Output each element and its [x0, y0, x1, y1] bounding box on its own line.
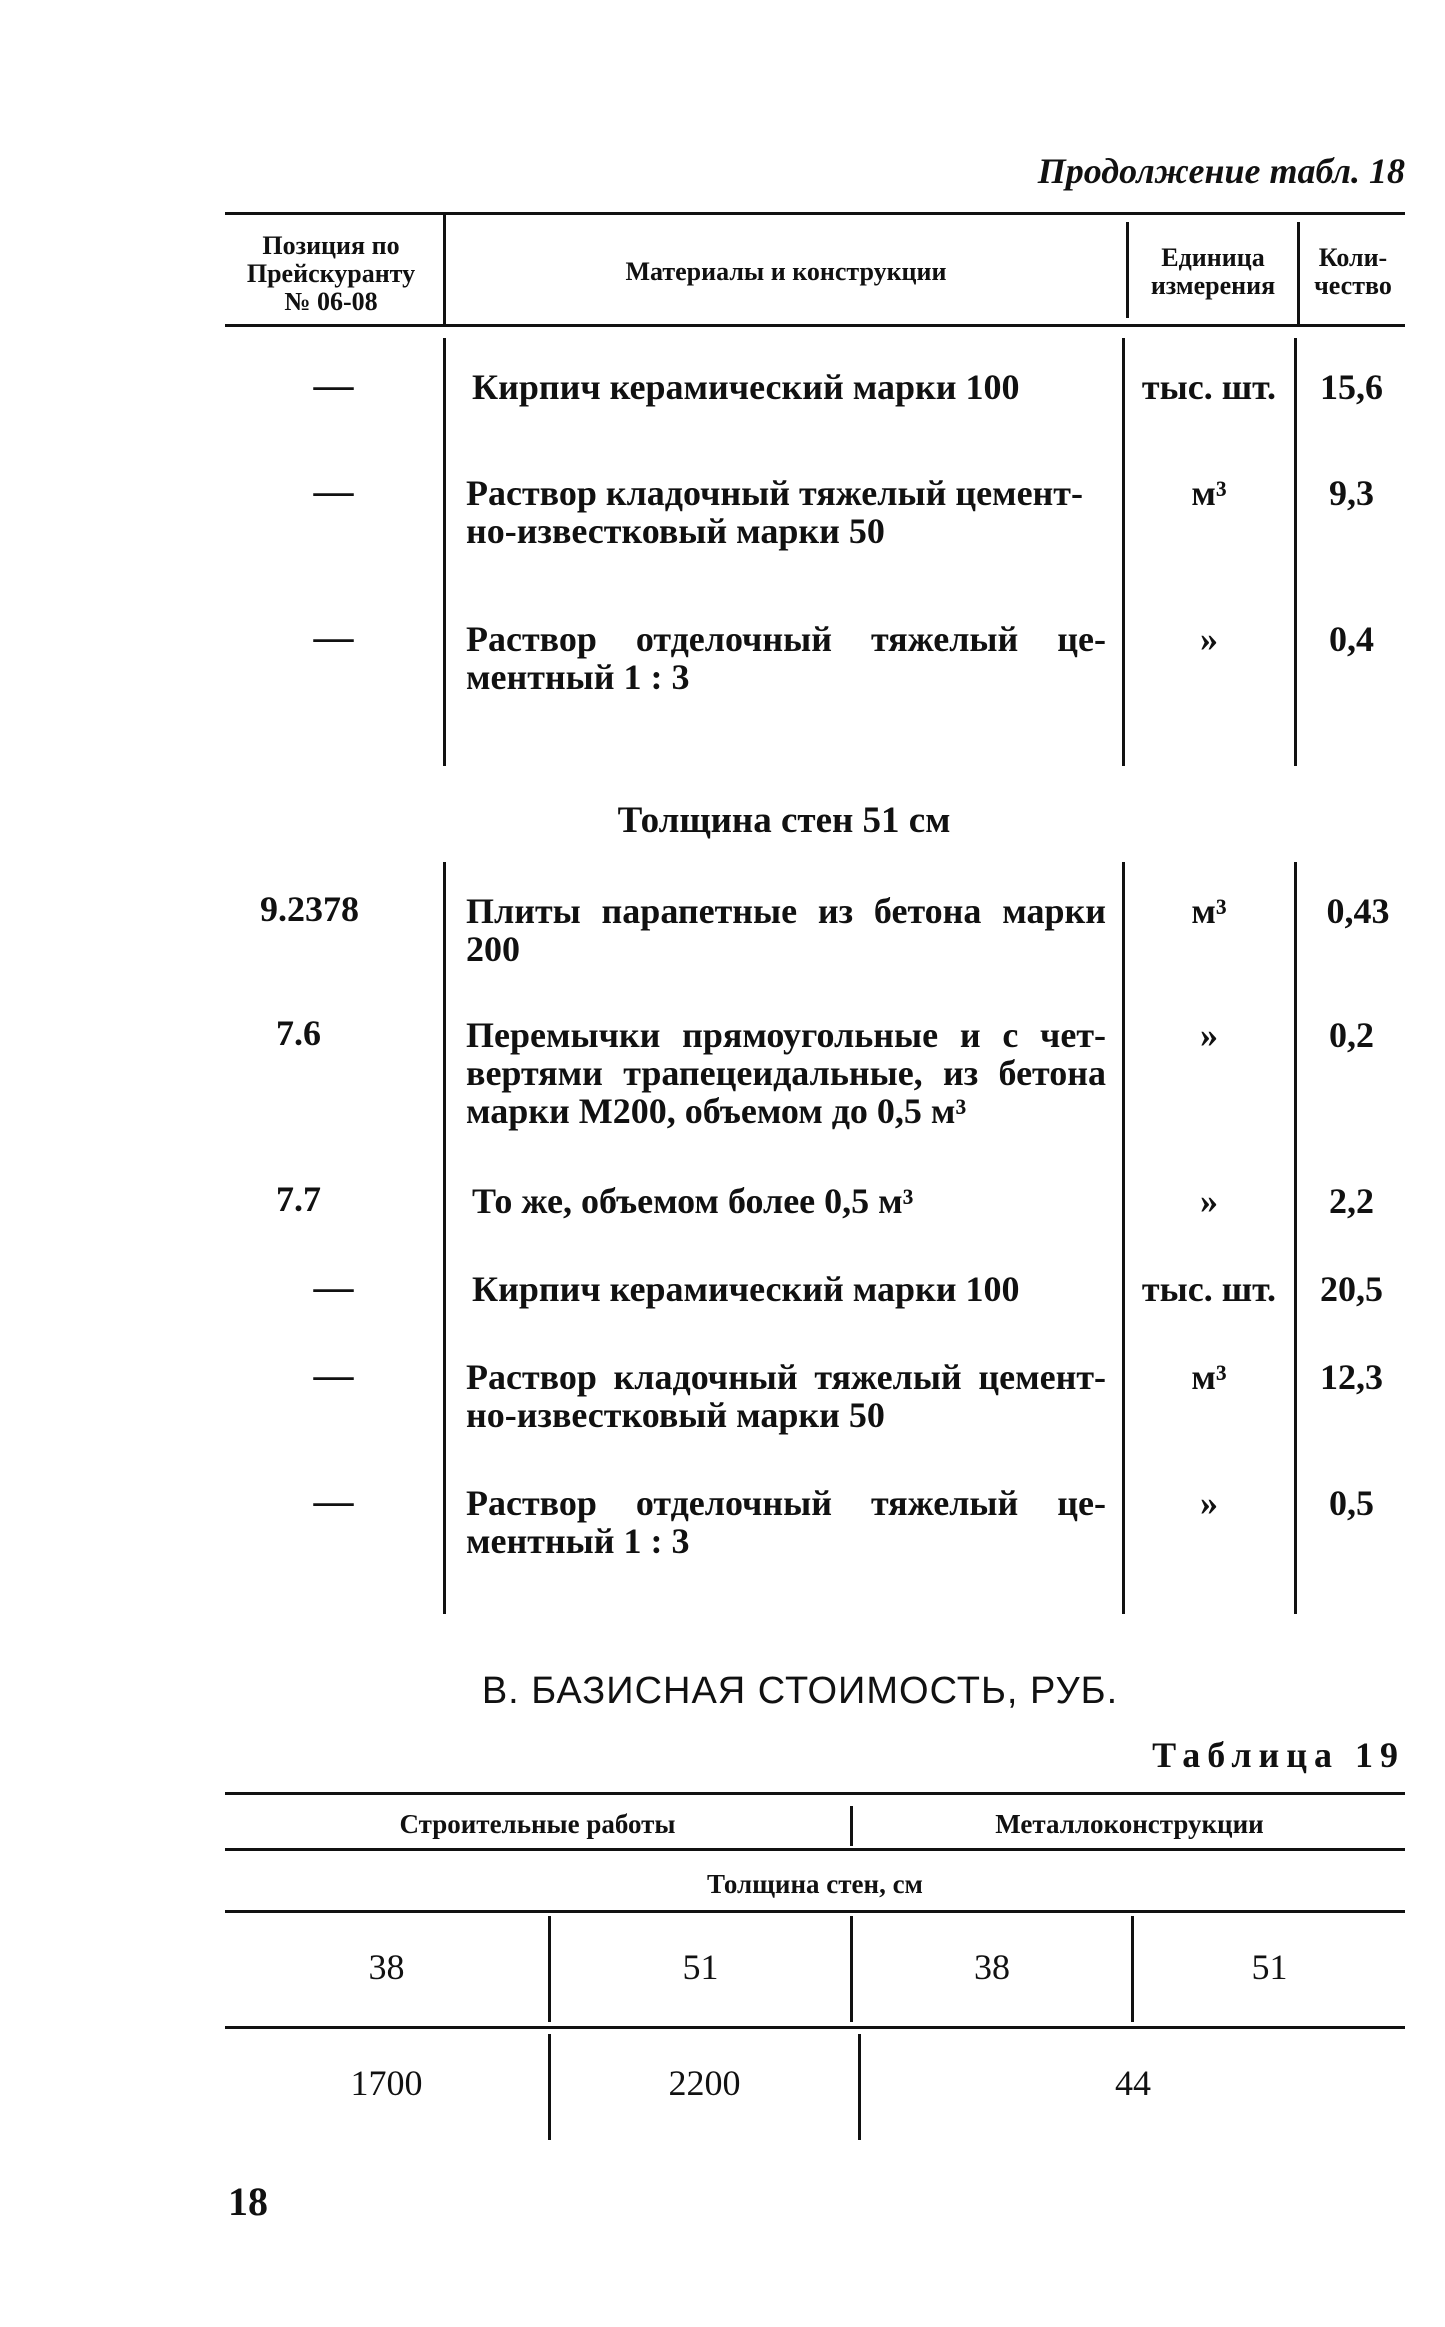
- unit-cell: »: [1200, 1015, 1218, 1055]
- quantity-cell: 12,3: [1320, 1357, 1383, 1397]
- quantity-cell: 20,5: [1320, 1269, 1383, 1309]
- header-materials: Материалы и конструкции: [625, 257, 947, 286]
- value-cell: 1700: [350, 2063, 423, 2103]
- position-cell: 7.6: [276, 1013, 321, 1053]
- continuation-label: Продолжение табл. 18: [1037, 151, 1405, 191]
- header-metal-structures: Металлоконструкции: [995, 1809, 1264, 1839]
- material-cell: Перемычки прямоугольные и с чет- вертями трапецеидальные, из бетона марки М200, объемом до 0,5 м³: [466, 1015, 1106, 1131]
- material-cell: Раствор отделочный тяжелый це- ментный 1 : 3: [466, 1483, 1106, 1561]
- material-cell: Раствор отделочный тяжелый це- ментный 1 : 3: [466, 619, 1106, 697]
- thickness-cell: 38: [974, 1947, 1010, 1987]
- column-divider: [443, 862, 446, 1614]
- header-position: Позиция по Прейскуранту № 06-08: [246, 231, 416, 316]
- column-divider: [443, 338, 446, 766]
- table-top-rule: [225, 1792, 1405, 1795]
- table-top-rule: [225, 212, 1405, 215]
- position-cell: —: [313, 362, 354, 407]
- position-cell: 7.7: [276, 1179, 321, 1219]
- quantity-cell: 0,4: [1329, 619, 1374, 659]
- thickness-rule: [225, 2026, 1405, 2029]
- position-cell: —: [313, 468, 354, 513]
- position-cell: —: [313, 1478, 354, 1523]
- quantity-cell: 0,5: [1329, 1483, 1374, 1523]
- page-number: 18: [228, 2179, 268, 2224]
- unit-cell: м³: [1191, 891, 1227, 931]
- material-cell: Раствор кладочный тяжелый цемент- но-известковый марки 50: [466, 473, 1083, 551]
- quantity-cell: 0,43: [1326, 891, 1390, 931]
- thickness-cell: 51: [682, 1947, 719, 1987]
- quantity-cell: 15,6: [1320, 367, 1383, 407]
- unit-cell: »: [1200, 1181, 1218, 1221]
- header-construction-works: Строительные работы: [399, 1809, 676, 1839]
- section-title: В. БАЗИСНАЯ СТОИМОСТЬ, РУБ.: [481, 1670, 1119, 1712]
- unit-cell: »: [1200, 619, 1218, 659]
- subheader-rule: [225, 1910, 1405, 1913]
- unit-cell: м³: [1191, 473, 1227, 513]
- material-cell: Плиты парапетные из бетона марки 200: [466, 891, 1106, 969]
- position-cell: 9.2378: [260, 889, 359, 929]
- column-divider: [1294, 862, 1297, 1614]
- header-bottom-rule: [225, 324, 1405, 327]
- header-quantity: Коли- чество: [1314, 243, 1392, 300]
- unit-cell: »: [1200, 1483, 1218, 1523]
- position-cell: —: [313, 614, 354, 659]
- material-cell: Кирпич керамический марки 100: [472, 1269, 1020, 1309]
- column-divider: [1294, 338, 1297, 766]
- value-cell: 2200: [668, 2063, 741, 2103]
- subheader-wall-thickness: Толщина стен, см: [707, 1869, 923, 1899]
- subheading-wall-thickness: Толщина стен 51 см: [617, 800, 951, 841]
- header-divider: [1297, 222, 1300, 324]
- material-cell: Кирпич керамический марки 100: [472, 367, 1020, 407]
- table-19-label: Таблица 19: [1152, 1735, 1405, 1775]
- quantity-cell: 2,2: [1329, 1181, 1374, 1221]
- column-divider: [1122, 862, 1125, 1614]
- material-cell: Раствор кладочный тяжелый цемент- но-известковый марки 50: [466, 1357, 1106, 1435]
- group-header-rule: [225, 1848, 1405, 1851]
- header-divider: [443, 214, 446, 324]
- quantity-cell: 0,2: [1329, 1015, 1374, 1055]
- quantity-cell: 9,3: [1329, 473, 1374, 513]
- thickness-cell: 38: [368, 1947, 405, 1987]
- position-cell: —: [313, 1264, 354, 1309]
- position-cell: —: [313, 1352, 354, 1397]
- value-cell: 44: [1115, 2063, 1151, 2103]
- header-unit: Единица измерения: [1150, 243, 1276, 300]
- group-divider: [850, 1806, 853, 1846]
- material-cell: То же, объемом более 0,5 м³: [472, 1181, 914, 1221]
- thickness-cell: 51: [1251, 1947, 1288, 1987]
- unit-cell: тыс. шт.: [1141, 367, 1277, 407]
- unit-cell: м³: [1191, 1357, 1227, 1397]
- unit-cell: тыс. шт.: [1141, 1269, 1277, 1309]
- header-divider: [1126, 222, 1129, 318]
- column-divider: [1122, 338, 1125, 766]
